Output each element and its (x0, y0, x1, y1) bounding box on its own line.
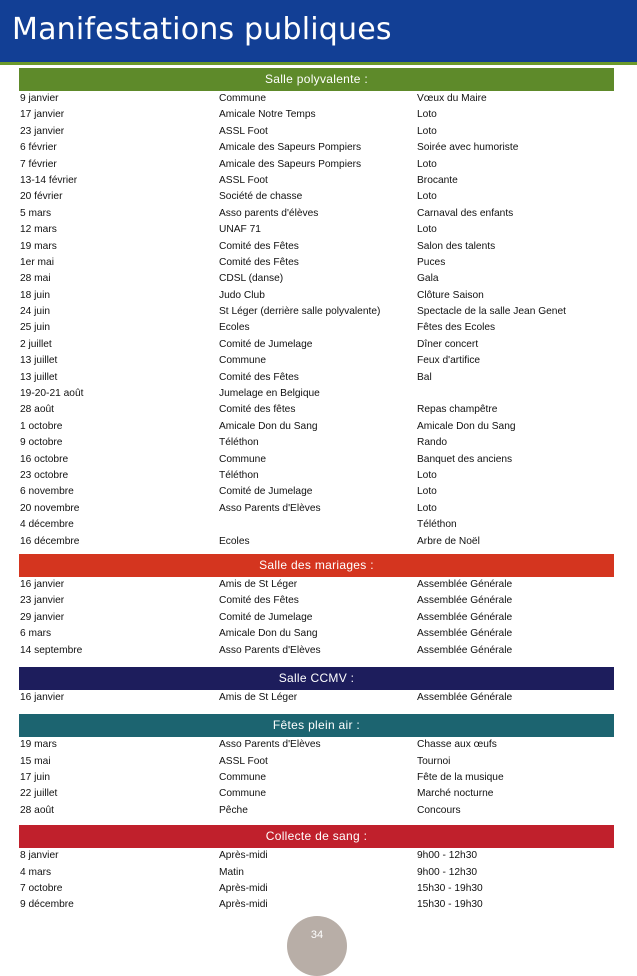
event-organizer: Société de chasse (219, 191, 303, 203)
event-description: Soirée avec humoriste (417, 142, 519, 154)
event-description: Salon des talents (417, 240, 496, 252)
event-organizer: Amis de St Léger (219, 578, 298, 590)
event-organizer: Judo Club (219, 289, 265, 301)
event-date: 6 février (20, 142, 57, 154)
event-row (19, 435, 614, 451)
event-organizer: Asso Parents d'Elèves (219, 739, 321, 751)
event-date: 1er mai (20, 256, 54, 268)
event-description: Loto (417, 486, 437, 498)
event-date: 23 octobre (20, 469, 69, 481)
event-date: 4 mars (20, 866, 52, 878)
event-description: Spectacle de la salle Jean Genet (417, 306, 566, 318)
event-row (19, 786, 614, 802)
event-organizer: Après-midi (219, 883, 268, 895)
event-organizer: CDSL (danse) (219, 273, 284, 285)
event-description: Bal (417, 371, 432, 383)
event-organizer: ASSL Foot (219, 755, 268, 767)
event-organizer: Comité des Fêtes (219, 240, 299, 252)
event-organizer: ASSL Foot (219, 174, 268, 186)
event-date: 6 novembre (20, 486, 74, 498)
event-date: 23 janvier (20, 595, 65, 607)
event-row (19, 239, 614, 255)
event-organizer: Comité de Jumelage (219, 486, 313, 498)
event-description: 9h00 - 12h30 (417, 866, 478, 878)
event-date: 19 mars (20, 739, 57, 751)
event-row (19, 534, 614, 550)
event-description: Chasse aux œufs (417, 739, 497, 751)
event-date: 29 janvier (20, 611, 65, 623)
event-date: 17 juin (20, 772, 51, 784)
event-description: 9h00 - 12h30 (417, 850, 478, 862)
event-description: Clôture Saison (417, 289, 484, 301)
event-description: Loto (417, 224, 437, 236)
event-description: Téléthon (417, 519, 457, 531)
event-date: 24 juin (20, 306, 51, 318)
event-organizer: Ecoles (219, 535, 250, 547)
event-organizer: Pêche (219, 804, 248, 816)
event-date: 28 août (20, 404, 54, 416)
event-organizer: Téléthon (219, 469, 259, 481)
event-organizer: Asso Parents d'Elèves (219, 644, 321, 656)
event-row (19, 737, 614, 753)
event-row (19, 320, 614, 336)
event-row (19, 468, 614, 484)
event-date: 25 juin (20, 322, 51, 334)
event-row (19, 140, 614, 156)
event-row (19, 222, 614, 238)
event-organizer: Amicale des Sapeurs Pompiers (219, 158, 362, 170)
event-row (19, 370, 614, 386)
event-description: Loto (417, 502, 437, 514)
event-row (19, 803, 614, 819)
event-description: Brocante (417, 174, 458, 186)
event-row (19, 173, 614, 189)
event-description: Assemblée Générale (417, 611, 513, 623)
event-row (19, 484, 614, 500)
event-date: 18 juin (20, 289, 51, 301)
event-organizer: Comité de Jumelage (219, 338, 313, 350)
event-date: 13 juillet (20, 371, 58, 383)
event-date: 12 mars (20, 224, 57, 236)
event-organizer: Comité des Fêtes (219, 595, 299, 607)
event-organizer: St Léger (derrière salle polyvalente) (219, 306, 381, 318)
event-row (19, 593, 614, 609)
event-organizer: Comité de Jumelage (219, 611, 313, 623)
event-date: 16 octobre (20, 453, 69, 465)
event-date: 23 janvier (20, 125, 65, 137)
event-row (19, 107, 614, 123)
page-number-badge (287, 916, 347, 976)
event-date: 15 mai (20, 755, 51, 767)
event-row (19, 501, 614, 517)
event-description: Carnaval des enfants (417, 207, 514, 219)
event-description: 15h30 - 19h30 (417, 899, 483, 911)
event-description (417, 386, 614, 402)
event-row (19, 189, 614, 205)
event-description: Loto (417, 158, 437, 170)
event-organizer: Après-midi (219, 850, 268, 862)
event-date: 9 octobre (20, 437, 63, 449)
event-organizer: Commune (219, 93, 266, 104)
event-row (19, 304, 614, 320)
section-header: Collecte de sang : (19, 825, 614, 848)
event-description: 15h30 - 19h30 (417, 883, 483, 895)
event-row (19, 865, 614, 881)
event-date: 13 juillet (20, 355, 58, 367)
event-organizer: Matin (219, 866, 244, 878)
event-organizer: Commune (219, 772, 266, 784)
event-date: 7 février (20, 158, 57, 170)
event-row (19, 610, 614, 626)
event-date: 9 janvier (20, 93, 59, 104)
event-row (19, 386, 614, 402)
event-organizer: Asso parents d'élèves (219, 207, 319, 219)
event-description: Repas champêtre (417, 404, 498, 416)
event-description: Fêtes des Ecoles (417, 322, 496, 334)
event-organizer (219, 517, 417, 533)
event-description: Assemblée Générale (417, 595, 513, 607)
event-row (19, 419, 614, 435)
event-organizer: Amicale Don du Sang (219, 628, 318, 640)
event-row (19, 770, 614, 786)
event-description: Gala (417, 273, 439, 285)
event-row (19, 337, 614, 353)
event-date: 20 novembre (20, 502, 80, 514)
event-date: 16 décembre (20, 535, 80, 547)
event-organizer: Téléthon (219, 437, 259, 449)
event-date: 28 mai (20, 273, 51, 285)
event-date: 16 janvier (20, 691, 65, 703)
event-organizer: Amicale Don du Sang (219, 420, 318, 432)
event-row (19, 897, 614, 913)
event-date: 22 juillet (20, 788, 58, 800)
event-row (19, 848, 614, 864)
section-header: Fêtes plein air : (19, 714, 614, 737)
event-organizer: Commune (219, 788, 266, 800)
event-row (19, 288, 614, 304)
event-description: Concours (417, 804, 461, 816)
event-row (19, 271, 614, 287)
section-header: Salle CCMV : (19, 667, 614, 690)
event-date: 16 janvier (20, 578, 65, 590)
event-date: 19 mars (20, 240, 57, 252)
event-row (19, 206, 614, 222)
event-date: 19-20-21 août (20, 388, 84, 400)
section-header: Salle des mariages : (19, 554, 614, 577)
events-list (19, 68, 614, 914)
event-description: Vœux du Maire (417, 93, 487, 104)
event-organizer: Amicale Notre Temps (219, 109, 316, 121)
event-row (19, 577, 614, 593)
event-row (19, 402, 614, 418)
event-row (19, 690, 614, 706)
event-description: Amicale Don du Sang (417, 420, 516, 432)
event-description: Arbre de Noël (417, 535, 480, 547)
event-date: 20 février (20, 191, 63, 203)
event-description: Assemblée Générale (417, 691, 513, 703)
event-description: Assemblée Générale (417, 628, 513, 640)
event-date: 7 octobre (20, 883, 63, 895)
event-row (19, 353, 614, 369)
event-date: 9 décembre (20, 899, 74, 911)
event-organizer: Commune (219, 453, 266, 465)
event-description: Tournoi (417, 755, 451, 767)
event-row (19, 452, 614, 468)
event-description: Loto (417, 469, 437, 481)
event-date: 28 août (20, 804, 54, 816)
event-row (19, 881, 614, 897)
event-date: 1 octobre (20, 420, 63, 432)
event-date: 17 janvier (20, 109, 65, 121)
section-header: Salle polyvalente : (19, 68, 614, 91)
event-organizer: Commune (219, 355, 266, 367)
event-description: Banquet des anciens (417, 453, 513, 465)
event-date: 4 décembre (20, 519, 74, 531)
event-description: Loto (417, 125, 437, 137)
event-description: Feux d'artifice (417, 355, 481, 367)
event-organizer: Amicale des Sapeurs Pompiers (219, 142, 362, 154)
event-organizer: Jumelage en Belgique (219, 388, 320, 400)
event-organizer: Amis de St Léger (219, 691, 298, 703)
event-date: 8 janvier (20, 850, 59, 862)
event-row (19, 157, 614, 173)
event-date: 2 juillet (20, 338, 52, 350)
event-description: Assemblée Générale (417, 578, 513, 590)
event-row (19, 643, 614, 659)
event-description: Puces (417, 256, 446, 268)
event-description: Loto (417, 109, 437, 121)
event-row (19, 626, 614, 642)
event-organizer: Comité des fêtes (219, 404, 296, 416)
event-organizer: Comité des Fêtes (219, 256, 299, 268)
event-description: Rando (417, 437, 448, 449)
event-description: Fête de la musique (417, 772, 504, 784)
event-organizer: Ecoles (219, 322, 250, 334)
event-description: Assemblée Générale (417, 644, 513, 656)
event-description: Loto (417, 191, 437, 203)
event-row (19, 91, 614, 107)
event-description: Marché nocturne (417, 788, 494, 800)
event-date: 13-14 février (20, 174, 78, 186)
event-row (19, 124, 614, 140)
page-title: Manifestations publiques (12, 12, 392, 47)
event-row (19, 754, 614, 770)
page-header (0, 0, 637, 65)
event-date: 14 septembre (20, 644, 83, 656)
event-date: 5 mars (20, 207, 52, 219)
event-description: Dîner concert (417, 338, 479, 350)
event-organizer: Comité des Fêtes (219, 371, 299, 383)
event-organizer: UNAF 71 (219, 224, 261, 236)
page-number: 34 (310, 929, 324, 941)
event-organizer: ASSL Foot (219, 125, 268, 137)
event-row (19, 255, 614, 271)
event-organizer: Asso Parents d'Elèves (219, 502, 321, 514)
event-organizer: Après-midi (219, 899, 268, 911)
event-date: 6 mars (20, 628, 52, 640)
event-row (19, 517, 614, 533)
